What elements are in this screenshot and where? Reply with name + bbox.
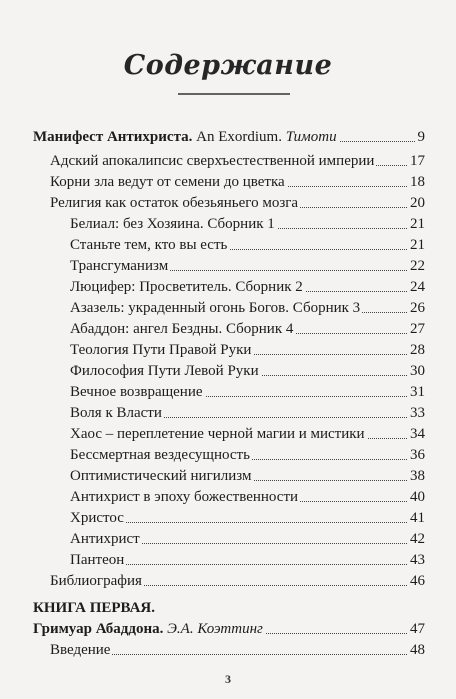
toc-entry-page: 46 (410, 573, 425, 589)
toc-entry (0, 487, 456, 507)
toc-entry-page: 47 (410, 621, 425, 637)
toc-entry-title (70, 529, 142, 549)
toc-entry-title (50, 193, 300, 213)
toc-entry-title (70, 277, 305, 297)
toc-entry-page: 33 (410, 405, 425, 421)
toc-entry (0, 640, 456, 660)
toc-entry (0, 298, 456, 318)
toc-entry-title (70, 550, 126, 570)
toc-entry-title-text: Гримуар Абаддона. (33, 621, 164, 637)
toc-entry-title-text: Трансгуманизм (70, 258, 169, 274)
toc-entry-title-text: Адский апокалипсис сверхъестественной империи (50, 153, 375, 169)
toc-entry-title-text: Христос (70, 510, 124, 526)
toc-entry-page: 48 (410, 642, 425, 658)
page-title: Содержание (123, 50, 333, 81)
toc-entry (0, 571, 456, 591)
toc-entry (0, 256, 456, 276)
toc-entry-page: 9 (417, 129, 425, 145)
toc-entry-page: 43 (410, 552, 425, 568)
toc-entry-page: 40 (410, 489, 425, 505)
toc-entry-title-text: Теология Пути Правой Руки (70, 342, 252, 358)
toc-entry-page: 21 (410, 237, 425, 253)
toc-entry (0, 151, 456, 171)
toc-entry-page: 30 (410, 363, 425, 379)
toc-entry-page: 17 (410, 153, 425, 169)
toc-entry-title-text: Бессмертная вездесущность (70, 447, 250, 463)
toc-entry-title (70, 508, 126, 528)
toc-entry-page: 28 (410, 342, 425, 358)
heading-underline-ornament (178, 92, 290, 96)
toc-entry-page: 34 (410, 426, 425, 442)
toc-entry-page: 38 (410, 468, 425, 484)
toc-entry-author: Тимоти (281, 129, 337, 145)
toc-entry-title (70, 235, 229, 255)
toc-entry (0, 235, 456, 255)
toc-entry-title (33, 127, 339, 147)
toc-entry-title (50, 571, 144, 591)
toc-entry-page: 31 (410, 384, 425, 400)
toc-entry (0, 508, 456, 528)
toc-entry-title (70, 298, 362, 318)
toc-entry-title-text: Антихрист (70, 531, 140, 547)
toc-entry-title-text: Религия как остаток обезьяньего мозга (50, 195, 299, 211)
toc-entry-page: 27 (410, 321, 425, 337)
toc-entry-title (70, 214, 277, 234)
toc-entry-title (70, 424, 367, 444)
toc-entry-title-text: Оптимистический нигилизм (70, 468, 252, 484)
toc-entry-title (70, 256, 170, 276)
toc-entry-title-text: Философия Пути Левой Руки (70, 363, 259, 379)
book-one-heading: КНИГА ПЕРВАЯ. (33, 600, 156, 616)
toc-entry-title (70, 445, 252, 465)
toc-entry (0, 445, 456, 465)
toc-entry (0, 340, 456, 360)
toc-entry-title-text: Хаос – переплетение черной магии и мистики (70, 426, 365, 442)
toc-entry-title-text: Азазель: украденный огонь Богов. Сборник 3 (70, 300, 361, 316)
toc-entry-title-text: Станьте тем, кто вы есть (70, 237, 228, 253)
toc-entry-page: 21 (410, 216, 425, 232)
toc-entry-page: 22 (410, 258, 425, 274)
toc-entry-title-text: Введение (50, 642, 111, 658)
toc-entry-title (70, 382, 205, 402)
toc-entry-title-text: Манифест Антихриста. (33, 129, 193, 145)
toc-entry-title-text: Антихрист в эпоху божественности (70, 489, 299, 505)
toc-entry-title-text: Библиография (50, 573, 142, 589)
toc-entry (0, 277, 456, 297)
toc-entry-page: 41 (410, 510, 425, 526)
toc-entry-title-text: Вечное возвращение (70, 384, 203, 400)
toc-entry-title-text: Корни зла ведут от семени до цветка (50, 174, 285, 190)
toc-entry-page: 26 (410, 300, 425, 316)
toc-entry-title (70, 487, 300, 507)
toc-entry-title-text: Воля к Власти (70, 405, 162, 421)
toc-entry-title (70, 361, 261, 381)
toc-entry-title (50, 640, 112, 660)
toc-entry (0, 466, 456, 486)
toc-entry (0, 424, 456, 444)
toc-entry-page: 24 (410, 279, 425, 295)
toc-entry (0, 529, 456, 549)
toc-entry-title (70, 319, 295, 339)
toc-entry (0, 361, 456, 381)
toc-entry-title-text: Белиал: без Хозяина. Сборник 1 (70, 216, 275, 232)
toc-entry-page: 36 (410, 447, 425, 463)
toc-entry-subtitle: An Exordium. (192, 129, 282, 145)
toc-entry-page: 18 (410, 174, 425, 190)
toc-entry-page: 42 (410, 531, 425, 547)
toc-entry-title (50, 151, 376, 171)
toc-entry (0, 619, 456, 639)
toc-entry (0, 319, 456, 339)
toc-entry-author: Э.А. Коэттинг (163, 621, 263, 637)
toc-entry-title (33, 619, 265, 639)
toc-entry (0, 193, 456, 213)
toc-entry-title-text: Люцифер: Просветитель. Сборник 2 (70, 279, 303, 295)
toc-entry-title-text: Пантеон (70, 552, 125, 568)
toc-entry-title (70, 340, 253, 360)
page-number: 3 (225, 672, 231, 686)
toc-entry-title (50, 172, 287, 192)
toc-entry (0, 172, 456, 192)
toc-entry-title (70, 403, 164, 423)
toc-entry-page: 20 (410, 195, 425, 211)
toc-entry (0, 127, 456, 147)
toc-entry-title (70, 466, 253, 486)
toc-entry (0, 550, 456, 570)
toc-entry (0, 382, 456, 402)
toc-entry (0, 214, 456, 234)
toc-entry (0, 403, 456, 423)
toc-entry-title-text: Абаддон: ангел Бездны. Сборник 4 (70, 321, 294, 337)
